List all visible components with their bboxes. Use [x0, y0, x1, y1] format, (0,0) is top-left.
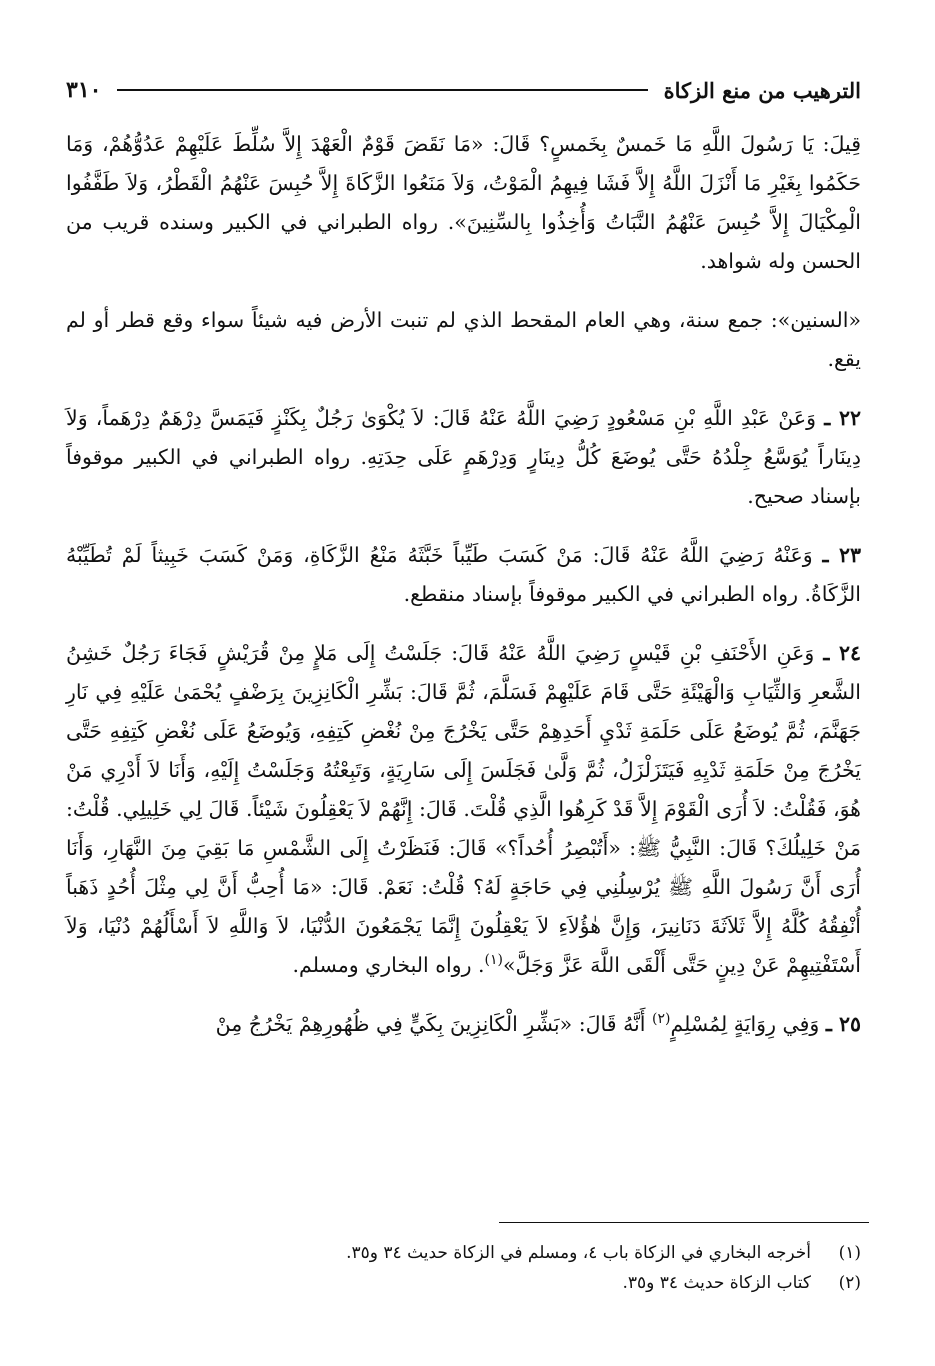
running-title: الترهيب من منع الزكاة: [663, 77, 861, 103]
paragraph-hadith-22: [66, 399, 861, 516]
footnotes: [66, 1238, 861, 1298]
paragraph-gloss-sinin: [66, 301, 861, 379]
paragraph-text: «السنين»: جمع سنة، وهي العام المقحط الذي لم تنبت الأرض فيه شيئاً سواء وقع قطر أو لم يقع.: [66, 308, 861, 371]
hadith-number: ٢٣ ـ: [822, 543, 861, 567]
footnote-text: أخرجه البخاري في الزكاة باب ٤، ومسلم في الزكاة حديث ٣٤ و٣٥.: [346, 1243, 811, 1263]
page-number: ٣١٠: [66, 77, 102, 103]
page-header: [66, 74, 861, 106]
paragraph-text: وَعَنِ الأَحْنَفِ بْنِ قَيْسٍ رَضِيَ اللَّهُ عَنْهُ قَالَ: جَلَسْتُ إِلَى مَلإٍ مِنْ قُرَيْشٍ فَجَاءَ رَجُلٌ خَشِنُ الشَّعرِ وَالثِّيَابِ وَالْهَيْئَةِ حَتَّى قَامَ عَلَيْهِمْ فَسَلَّمَ، ثُمَّ قَالَ: بَشِّرِ الْكَانِزِينَ بِرَضْفٍ يُحْمَىٰ عَلَيْهِ فِي نَارِ جَهَنَّمَ، ثُمَّ يُوضَعُ عَلَى حَلَمَةِ ثَدْيِ أَحَدِهِمْ حَتَّى يَخْرُجَ مِنْ نُغْضِ كَتِفِهِ، وَيُوضَعُ عَلَى نُغْضِ كَتِفِهِ حَتَّى يَخْرُجَ مِنْ حَلَمَةِ ثَدْيِهِ فَيَتَزَلْزَلُ، ثُمَّ وَلَّىٰ فَجَلَسَ إِلَى سَارِيَةٍ، وَتَبِعْتُهُ وَجَلَسْتُ إِلَيْهِ، وَأَنَا لاَ أَدْرِي مَنْ هُوَ، فَقُلْتُ: لاَ أُرَى الْقَوْمَ إِلاَّ قَدْ كَرِهُوا الَّذِي قُلْتَ. قَالَ: إِنَّهُمْ لاَ يَعْقِلُونَ شَيْئاً. قَالَ لِي خَلِيلِي. قُلْتُ: مَنْ خَلِيلُكَ؟ قَالَ: النَّبِيُّ ﷺ: «أَتُبْصِرُ أُحُداً؟» قَالَ: فَنَظَرْتُ إِلَى الشَّمْسِ مَا بَقِيَ مِنَ النَّهَارِ، وَأَنَا أُرَى أَنَّ رَسُولَ اللَّهِ ﷺ يُرْسِلُنِي فِي حَاجَةٍ لَهُ؟ قُلْتُ: نَعَمْ. قَالَ: «مَا أُحِبُّ أَنَّ لِي مِثْلَ أُحُدٍ ذَهَباً أُنْفِقُهُ كُلَّهُ إِلاَّ ثَلاَثَةَ دَنَانِيرَ، وَإِنَّ هٰؤُلاَءِ لاَ يَعْقِلُونَ إِنَّمَا يَجْمَعُونَ الدُّنْيَا، لاَ وَاللَّهِ لاَ أَسْأَلُهُمْ دُنْيَا، وَلاَ أَسْتَفْتِيهِمْ عَنْ دِينٍ حَتَّى أَلْقَى اللَّهَ عَزَّ وَجَلَّ»: [66, 641, 861, 977]
footnote-reference[interactable]: (٢): [651, 1011, 671, 1028]
footnote-separator: [499, 1222, 869, 1223]
hadith-number: ٢٤ ـ: [823, 641, 861, 665]
paragraph-text: وَعَنْهُ رَضِيَ اللَّهُ عَنْهُ قَالَ: مَنْ كَسَبَ طَيِّباً خَبَّثَهُ مَنْعُ الزَّكَاةِ، وَمَنْ كَسَبَ خَبِيثاً لَمْ تُطَيِّبْهُ الزَّكَاةُ. رواه الطبراني في الكبير موقوفاً بإسناد منقطع.: [66, 543, 861, 606]
paragraph-hadith-23: [66, 536, 861, 614]
paragraph-text: وَفِي رِوَايَةٍ لِمُسْلِمٍ: [670, 1012, 820, 1036]
paragraph-hadith-21-continuation: [66, 125, 861, 281]
footnote: [66, 1238, 861, 1268]
hadith-number: ٢٥ ـ: [825, 1012, 861, 1036]
footnote-mark: (٢): [838, 1273, 861, 1293]
footnote: [66, 1268, 861, 1298]
hadith-number: ٢٢ ـ: [824, 406, 861, 430]
header-rule: [117, 89, 647, 91]
footnote-text: كتاب الزكاة حديث ٣٤ و٣٥.: [622, 1273, 811, 1293]
page-body: [66, 125, 861, 1064]
paragraph-tail: أَنَّهُ قَالَ: «بَشِّرِ الْكَانِزِينَ بِكَيٍّ فِي ظُهُورِهِمْ يَخْرُجُ مِنْ: [215, 1012, 652, 1036]
paragraph-text: قِيلَ: يَا رَسُولَ اللَّهِ مَا خَمسٌ بِخَمسٍ؟ قَالَ: «مَا نَقَضَ قَوْمٌ الْعَهْدَ إِلاَّ سُلِّطَ عَلَيْهِمْ عَدُوُّهُمْ، وَمَا حَكَمُوا بِغَيْرِ مَا أَنْزَلَ اللَّهُ إِلاَّ فَشَا فِيهِمُ الْمَوْتُ، وَلاَ مَنَعُوا الزَّكَاةَ إِلاَّ حُبِسَ عَنْهُمُ الْقَطْرُ، وَلاَ طَفَّفُوا الْمِكْيَالَ إِلاَّ حُبِسَ عَنْهُمُ النَّبَاتُ وَأُخِذُوا بِالسِّنِينَ». رواه الطبراني في الكبير وسنده قريب من الحسن وله شواهد.: [66, 132, 861, 273]
footnote-reference[interactable]: (١): [484, 952, 503, 969]
paragraph-text: وَعَنْ عَبْدِ اللَّهِ بْنِ مَسْعُودٍ رَضِيَ اللَّهُ عَنْهُ قَالَ: لاَ يُكْوَىٰ رَجُلٌ بِكَنْزٍ فَيَمَسَّ دِرْهَمٌ دِرْهَماً، وَلاَ دِينَاراً يُوَسَّعُ جِلْدُهُ حَتَّى يُوضَعَ كُلُّ دِينَارٍ وَدِرْهَمٍ عَلَى حِدَتِهِ. رواه الطبراني في الكبير موقوفاً بإسناد صحيح.: [66, 406, 861, 508]
paragraph-hadith-24: [66, 634, 861, 985]
paragraph-hadith-25: [66, 1005, 861, 1044]
footnote-mark: (١): [838, 1243, 861, 1263]
paragraph-tail: . رواه البخاري ومسلم.: [292, 953, 485, 977]
